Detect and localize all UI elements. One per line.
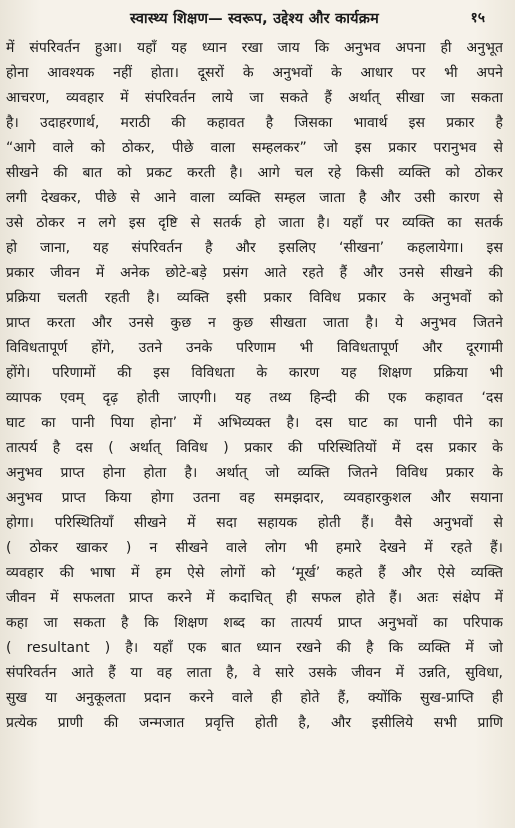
text-line: होगा। परिस्थितियाँ सीखने में सदा सहायक होती हैं। वैसे अनुभवों से (6, 515, 503, 531)
text-line: होंगे। परिणामों की इस विविधता के कारण यह शिक्षण प्रक्रिया भी (6, 365, 503, 381)
running-header (6, 8, 503, 30)
text-line: होना आवश्यक नहीं होता। दूसरों के अनुभवों के आधार पर भी अपने (6, 65, 503, 81)
text-line: प्रकार जीवन में अनेक छोटे-बड़े प्रसंग आते रहते हैं और उनसे सीखने की (6, 265, 503, 281)
text-line: है। उदाहरणार्थ, मराठी की कहावत है जिसका भावार्थ इस प्रकार है (6, 115, 503, 131)
text-line: सीखने की बात को प्रकट करती है। आगे चल रहे किसी व्यक्ति को ठोकर (6, 165, 503, 181)
text-line: व्यापक एवम् दृढ़ होती जाएगी। यह तथ्य हिन्दी की एक कहावत ‘दस (6, 390, 503, 406)
text-line: प्राप्त करता और उनसे कुछ न कुछ सीखता जाता है। ये अनुभव जितने (6, 315, 503, 331)
text-line: ( resultant ) है। यहाँ एक बात ध्यान रखने की है कि व्यक्ति में जो (6, 640, 503, 656)
text-line: प्रत्येक प्राणी की जन्मजात प्रवृत्ति होती है, और इसीलिये सभी प्राणि (6, 715, 503, 731)
text-line: अनुभव प्राप्त किया होगा उतना वह समझदार, व्यवहारकुशल और सयाना (6, 490, 503, 506)
text-line: हो जाना, यह संपरिवर्तन है और इसलिए ‘सीखना’ कहलायेगा। इस (6, 240, 503, 256)
text-line: उसे ठोकर न लगे इस दृष्टि से सतर्क हो जाता है। यहाँ पर व्यक्ति का सतर्क (6, 215, 503, 231)
text-line: संपरिवर्तन आते हैं या वह लाता है, वे सारे उसके जीवन में उन्नति, सुविधा, (6, 665, 503, 681)
body-text (6, 36, 503, 736)
text-line: जीवन में सफलता प्राप्त करने में कदाचित् ही सफल होते हैं। अतः संक्षेप में (6, 590, 503, 606)
text-line: “आगे वाले को ठोकर, पीछे वाला सम्हलकर” जो इस प्रकार परानुभव से (6, 140, 503, 156)
text-line: विविधतापूर्ण होंगे, उतने उनके परिणाम भी विविधतापूर्ण और दूरगामी (6, 340, 503, 356)
text-line: ( ठोकर खाकर ) न सीखने वाले लोग भी हमारे देखने में रहते हैं। (6, 540, 503, 556)
text-line: कहा जा सकता है कि शिक्षण शब्द का तात्पर्य प्राप्त अनुभवों का परिपाक (6, 615, 503, 631)
text-line: लगी देखकर, पीछे से आने वाला व्यक्ति सम्हल जाता है और उसी कारण से (6, 190, 503, 206)
page-number: १५ (470, 10, 485, 26)
header-title: स्वास्थ्य शिक्षण— स्वरूप, उद्देश्य और कार्यक्रम (130, 11, 379, 27)
text-line: में संपरिवर्तन हुआ। यहाँ यह ध्यान रखा जाय कि अनुभव अपना ही अनुभूत (6, 40, 503, 56)
text-line: व्यवहार की भाषा में हम ऐसे लोगों को ‘मूर्ख’ कहते हैं और ऐसे व्यक्ति (6, 565, 503, 581)
text-line: आचरण, व्यवहार में संपरिवर्तन लाये जा सकते हैं अर्थात् सीखा जा सकता (6, 90, 503, 106)
text-line: अनुभव प्राप्त होना होता है। अर्थात् जो व्यक्ति जितने विविध प्रकार के (6, 465, 503, 481)
text-line: तात्पर्य है दस ( अर्थात् विविध ) प्रकार की परिस्थितियों में दस प्रकार के (6, 440, 503, 456)
text-line: सुख या अनुकूलता प्रदान करने वाले ही होते हैं, क्योंकि सुख-प्राप्ति ही (6, 690, 503, 706)
text-line: प्रक्रिया चलती रहती है। व्यक्ति इसी प्रकार विविध प्रकार के अनुभवों को (6, 290, 503, 306)
text-line: घाट का पानी पिया होना’ में अभिव्यक्त है। दस घाट का पानी पीने का (6, 415, 503, 431)
